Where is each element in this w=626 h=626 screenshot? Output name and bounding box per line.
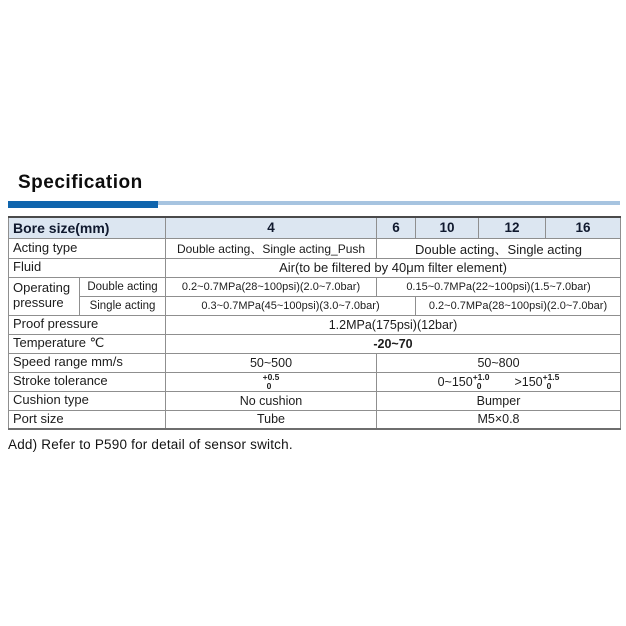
port-size-bore6-16: M5×0.8 [377, 410, 621, 429]
stroke-tolerance-bore4 [166, 372, 377, 391]
operating-pressure-single-bore4-6: 0.3~0.7MPa(45~100psi)(3.0~7.0bar) [166, 296, 416, 315]
temperature-value: -20~70 [166, 334, 621, 353]
table-row-temperature [9, 334, 621, 353]
table-row-fluid [9, 258, 621, 277]
table-row-port-size [9, 410, 621, 429]
temperature-label: Temperature ℃ [9, 334, 166, 353]
proof-pressure-value: 1.2MPa(175psi)(12bar) [166, 315, 621, 334]
tolerance-stack: +1.5 0 [542, 372, 560, 391]
title-underline-light-segment [158, 201, 620, 205]
stroke-tolerance-bore6-16 [377, 372, 621, 391]
table-row-acting-type [9, 238, 621, 258]
table-row-operating-pressure-single [9, 296, 621, 315]
table-row-operating-pressure-double [9, 277, 621, 296]
acting-type-bore6-16: Double acting、Single acting [377, 238, 621, 258]
page-title: Specification [18, 172, 143, 193]
header-bore-6: 6 [377, 217, 416, 238]
speed-range-bore6-16: 50~800 [377, 353, 621, 372]
fluid-label: Fluid [9, 258, 166, 277]
cushion-type-bore6-16: Bumper [377, 391, 621, 410]
cushion-type-bore4: No cushion [166, 391, 377, 410]
header-bore-16: 16 [546, 217, 621, 238]
stroke-tolerance-label: Stroke tolerance [9, 372, 166, 391]
operating-pressure-single-bore10-16: 0.2~0.7MPa(28~100psi)(2.0~7.0bar) [416, 296, 621, 315]
proof-pressure-label: Proof pressure [9, 315, 166, 334]
table-row-cushion-type [9, 391, 621, 410]
fluid-value: Air(to be filtered by 40μm filter element) [166, 258, 621, 277]
table-row-bore-size [9, 217, 621, 238]
tolerance-range-2: >150 +1.5 0 [514, 372, 560, 391]
specification-table [8, 216, 621, 430]
header-bore-4: 4 [166, 217, 377, 238]
speed-range-bore4: 50~500 [166, 353, 377, 372]
footnote: Add) Refer to P590 for detail of sensor switch. [8, 437, 293, 452]
speed-range-label: Speed range mm/s [9, 353, 166, 372]
acting-type-bore4: Double acting、Single acting_Push [166, 238, 377, 258]
table-row-speed-range [9, 353, 621, 372]
title-underline-dark-segment [8, 201, 158, 208]
tolerance-range-1: 0~150 +1.0 0 [437, 372, 490, 391]
header-bore-12: 12 [479, 217, 546, 238]
header-bore-10: 10 [416, 217, 479, 238]
table-row-proof-pressure [9, 315, 621, 334]
title-underline [8, 201, 620, 209]
operating-pressure-double-bore6-16: 0.15~0.7MPa(22~100psi)(1.5~7.0bar) [377, 277, 621, 296]
operating-pressure-double-sublabel: Double acting [80, 277, 166, 296]
port-size-bore4: Tube [166, 410, 377, 429]
tolerance-stack: +0.5 0 [262, 372, 280, 391]
cushion-type-label: Cushion type [9, 391, 166, 410]
acting-type-label: Acting type [9, 238, 166, 258]
tolerance-stack: +1.0 0 [472, 372, 490, 391]
table-row-stroke-tolerance [9, 372, 621, 391]
port-size-label: Port size [9, 410, 166, 429]
operating-pressure-single-sublabel: Single acting [80, 296, 166, 315]
operating-pressure-double-bore4: 0.2~0.7MPa(28~100psi)(2.0~7.0bar) [166, 277, 377, 296]
spec-content [8, 172, 620, 452]
header-bore-size-label: Bore size(mm) [9, 217, 166, 238]
operating-pressure-label: Operating pressure [9, 277, 80, 315]
